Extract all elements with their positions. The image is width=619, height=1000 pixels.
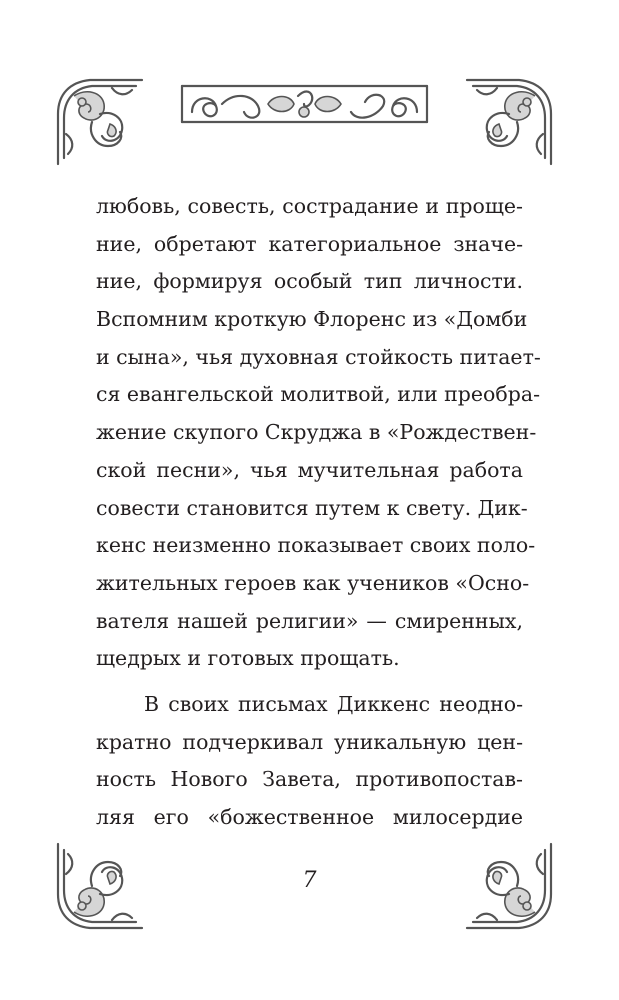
text-line: ность Нового Завета, противопостав-: [96, 767, 523, 792]
text-line: Вспомним кроткую Флоренс из «Домби: [96, 307, 528, 332]
text-line: жительных героев как учеников «Осно-: [96, 570, 530, 595]
text-line: В своих письмах Диккенс неодно-: [144, 691, 523, 716]
text-line: кенс неизменно показывает своих поло-: [96, 533, 536, 558]
text-line: любовь, совесть, сострадание и проще-: [96, 194, 523, 218]
text-line: щедрых и готовых прощать.: [96, 646, 400, 671]
text-line: ляя его «божественное милосердие: [96, 805, 523, 829]
text-line: совести становится путем к свету. Дик-: [96, 495, 528, 520]
text-line: ся евангельской молитвой, или преобра-: [96, 382, 540, 407]
text-line: ние, формируя особый тип личности.: [96, 269, 523, 294]
text-line: жение скупого Скруджа в «Рождествен-: [96, 420, 537, 445]
body-text: [96, 188, 541, 837]
text-line: ской песни», чья мучительная работа: [96, 457, 523, 482]
top-right-corner-ornament-icon: [461, 74, 557, 170]
text-line: вателя нашей религии» — смиренных,: [96, 608, 523, 633]
top-header-vignette-icon: [178, 76, 431, 132]
text-line: кратно подчеркивал уникальную цен-: [96, 729, 523, 754]
page-number: 7: [302, 868, 317, 893]
top-left-corner-ornament-icon: [52, 74, 148, 170]
text-line: и сына», чья духовная стойкость питает-: [96, 344, 541, 369]
bottom-right-corner-ornament-icon: [461, 838, 557, 934]
text-line: ние, обретают категориальное значе-: [96, 231, 523, 256]
